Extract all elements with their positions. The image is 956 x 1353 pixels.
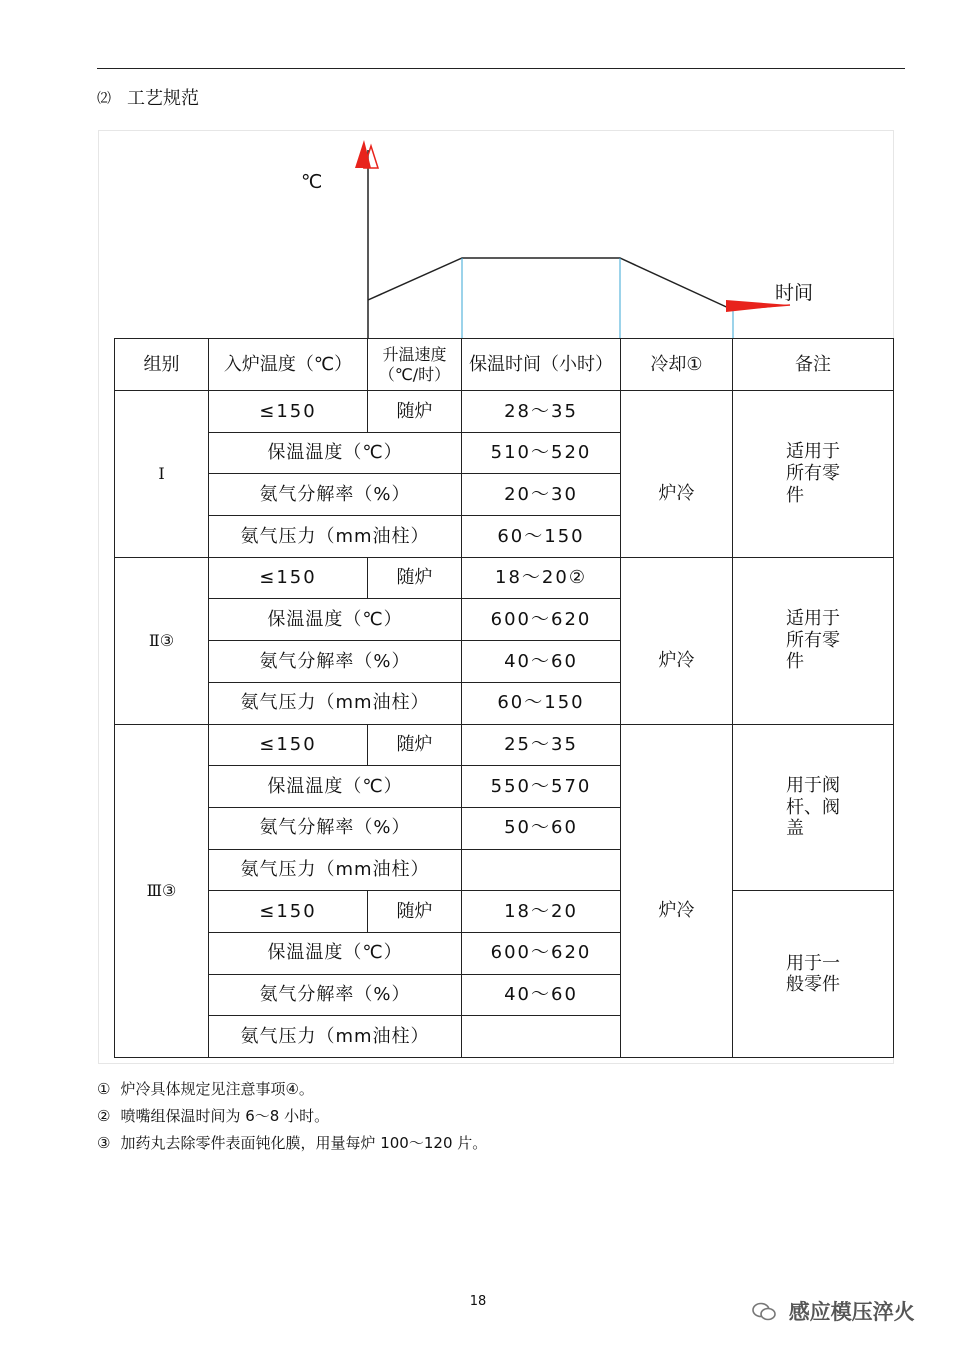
furnace-temp-cell: ≤150 — [209, 391, 368, 433]
section-number: ⑵ — [97, 91, 111, 107]
furnace-temp-cell: ≤150 — [209, 724, 368, 766]
ammonia-decomp-label: 氨气分解率（%） — [209, 974, 462, 1016]
heating-rate-cell: 随炉 — [368, 891, 462, 933]
remark-cell — [733, 724, 894, 891]
table-row — [115, 724, 894, 766]
time-axis-label: 时间 — [775, 282, 814, 304]
header-cooling: 冷却① — [621, 339, 733, 391]
header-hold-time: 保温时间（小时） — [462, 339, 621, 391]
section-title-text: 工艺规范 — [127, 88, 199, 109]
ammonia-pressure-label: 氨气压力（mm油柱） — [209, 516, 462, 558]
hold-time-cell: 18～20 — [462, 891, 621, 933]
hold-temp-cell: 550～570 — [462, 766, 621, 808]
remark-text: 用于一般零件 — [786, 952, 840, 996]
remark-text: 适用于所有零件 — [786, 608, 840, 673]
ammonia-pressure-cell: 60～150 — [462, 516, 621, 558]
hold-temp-label: 保温温度（℃） — [209, 599, 462, 641]
ammonia-pressure-cell — [462, 1016, 621, 1058]
ammonia-pressure-label: 氨气压力（mm油柱） — [209, 682, 462, 724]
hold-temp-cell: 600～620 — [462, 932, 621, 974]
table-row — [115, 557, 894, 599]
ammonia-decomp-cell: 20～30 — [462, 474, 621, 516]
footnote-mark: ③ — [97, 1134, 111, 1152]
ammonia-decomp-cell: 50～60 — [462, 807, 621, 849]
footnote-text: 加药丸去除零件表面钝化膜，用量每炉 100～120 片。 — [120, 1134, 488, 1152]
ammonia-pressure-label: 氨气压力（mm油柱） — [209, 1016, 462, 1058]
ammonia-decomp-cell: 40～60 — [462, 641, 621, 683]
footnotes — [97, 1076, 487, 1157]
furnace-temp-cell: ≤150 — [209, 557, 368, 599]
hold-time-cell: 28～35 — [462, 391, 621, 433]
remark-text: 适用于所有零件 — [786, 441, 840, 506]
heating-rate-cell: 随炉 — [368, 391, 462, 433]
remark-cell — [733, 391, 894, 558]
temperature-unit-label: ℃ — [301, 171, 323, 193]
cooling-cell — [621, 557, 733, 724]
table-header-row — [115, 339, 894, 391]
process-spec-table — [114, 338, 894, 1058]
group-name-cell: Ⅲ③ — [115, 724, 209, 1058]
ammonia-pressure-cell: 60～150 — [462, 682, 621, 724]
header-remark: 备注 — [733, 339, 894, 391]
remark-text: 用于阀杆、阀盖 — [786, 774, 840, 840]
heating-rate-cell: 随炉 — [368, 557, 462, 599]
cooling-cell — [621, 391, 733, 558]
ammonia-decomp-cell: 40～60 — [462, 974, 621, 1016]
footnote-item — [97, 1130, 487, 1157]
hold-time-cell: 25～35 — [462, 724, 621, 766]
header-furnace-temp: 入炉温度（℃） — [209, 339, 368, 391]
page-number: 18 — [469, 1294, 487, 1309]
furnace-temp-cell: ≤150 — [209, 891, 368, 933]
process-curve-line — [368, 258, 733, 310]
watermark — [752, 1296, 915, 1326]
ammonia-decomp-label: 氨气分解率（%） — [209, 641, 462, 683]
heating-rate-cell: 随炉 — [368, 724, 462, 766]
hold-temp-label: 保温温度（℃） — [209, 766, 462, 808]
table-row — [115, 891, 894, 933]
wechat-icon — [752, 1300, 783, 1324]
footnote-text: 喷嘴组保温时间为 6～8 小时。 — [120, 1107, 330, 1125]
hold-temp-label: 保温温度（℃） — [209, 932, 462, 974]
cooling-text: 炉冷 — [658, 649, 695, 671]
ammonia-pressure-cell — [462, 849, 621, 891]
header-group: 组别 — [115, 339, 209, 391]
group-name-cell: Ⅰ — [115, 391, 209, 558]
footnote-text: 炉冷具体规定见注意事项④。 — [120, 1080, 314, 1098]
ammonia-decomp-label: 氨气分解率（%） — [209, 474, 462, 516]
footnote-item — [97, 1103, 487, 1130]
cooling-cell — [621, 724, 733, 1058]
remark-cell — [733, 557, 894, 724]
hold-temp-cell: 510～520 — [462, 432, 621, 474]
footnote-mark: ① — [97, 1080, 111, 1098]
header-heating-rate: 升温速度（℃/时） — [368, 339, 462, 391]
footnote-item — [97, 1076, 487, 1103]
remark-cell — [733, 891, 894, 1058]
hold-temp-label: 保温温度（℃） — [209, 432, 462, 474]
ammonia-pressure-label: 氨气压力（mm油柱） — [209, 849, 462, 891]
cooling-text: 炉冷 — [658, 483, 695, 505]
table-row — [115, 391, 894, 433]
ammonia-decomp-label: 氨气分解率（%） — [209, 807, 462, 849]
footnote-mark: ② — [97, 1107, 111, 1125]
watermark-text: 感应模压淬火 — [788, 1300, 915, 1324]
group-name-cell: Ⅱ③ — [115, 557, 209, 724]
hold-time-cell: 18～20② — [462, 557, 621, 599]
hold-temp-cell: 600～620 — [462, 599, 621, 641]
cooling-text: 炉冷 — [658, 899, 695, 921]
